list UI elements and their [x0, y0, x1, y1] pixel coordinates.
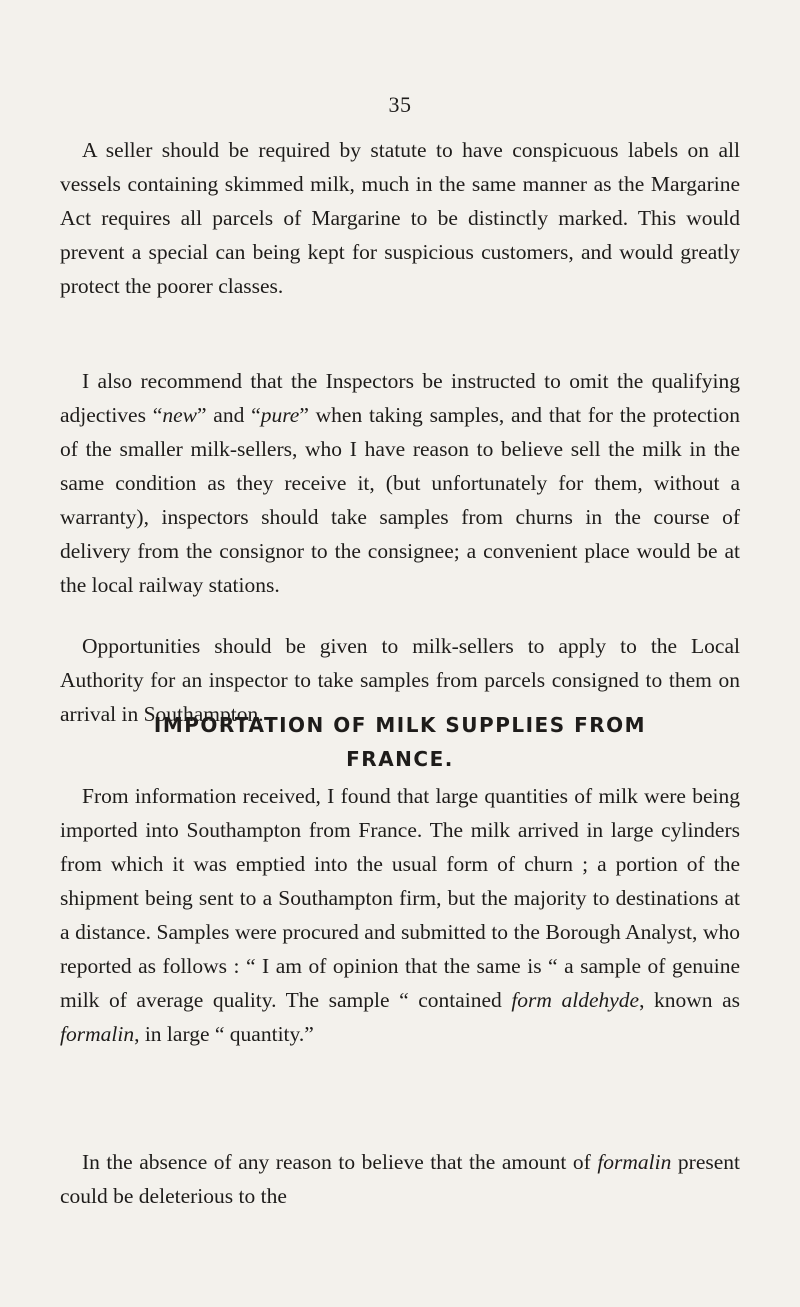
- paragraph-skimmed-milk-labels: [60, 133, 740, 303]
- text-run: ” when taking samples, and that for the protection of the smaller milk-sellers, who I have reason to believe sell the milk in the same condition as they receive it, (but unfortunately for them, without a warranty), inspectors should take samples from churns in the course of delivery from the consignor to the consignee; a convenient place would be at the local railway stations.: [60, 403, 740, 597]
- paragraph-text: [60, 1145, 740, 1213]
- paragraph-inspectors-recommendation: [60, 364, 740, 602]
- paragraph-information-received: [60, 779, 740, 1051]
- text-run: From information received, I found that large quantities of milk were being imported into Southampton from France. The milk arrived in large cylinders from which it was emptied into the usual form of churn ; a portion of the shipment being sent to a Southampton firm, but the majority to destinations at a distance. Samples were procured and submitted to the Borough Analyst, who reported as follows : “ I am of opinion that the same is “ a sample of genuine milk of average quality. The sample “ contained: [60, 784, 740, 1012]
- italic-term-formalin: formalin: [60, 1022, 135, 1046]
- paragraph-text: Opportunities should be given to milk-sellers to apply to the Local Authority for an inspector to take samples from parcels consigned to them on arrival in Southampton.: [60, 634, 740, 726]
- text-run: In the absence of any reason to believe that the amount of: [82, 1150, 598, 1174]
- text-run: ” and “: [196, 403, 261, 427]
- section-heading: [60, 708, 740, 776]
- italic-term-new: new: [162, 403, 197, 427]
- paragraph-text: [60, 779, 740, 1051]
- text-run: present could be deleterious to the: [60, 1150, 741, 1208]
- italic-term-form-aldehyde: form aldehyde: [511, 988, 640, 1012]
- text-run: I also recommend that the Inspectors be instructed to omit the qualifying adjectives “: [60, 369, 740, 427]
- heading-line-1: IMPORTATION OF MILK SUPPLIES FROM: [153, 713, 647, 737]
- heading-line-2: FRANCE.: [346, 747, 454, 771]
- paragraph-text: A seller should be required by statute to have conspicuous labels on all vessels containing skimmed milk, much in the same manner as the Margarine Act requires all parcels of Margarine to be distinctly marked. This would prevent a special can being kept for suspicious customers, and would greatly protect the poorer classes.: [60, 138, 740, 298]
- paragraph-text: [60, 364, 740, 602]
- italic-term-formalin: formalin: [597, 1150, 672, 1174]
- text-run: , known as: [639, 988, 741, 1012]
- page-number: 35: [388, 92, 412, 117]
- paragraph-absence-of-reason: [60, 1145, 740, 1213]
- text-run: , in large “ quantity.”: [134, 1022, 314, 1046]
- italic-term-pure: pure: [260, 403, 300, 427]
